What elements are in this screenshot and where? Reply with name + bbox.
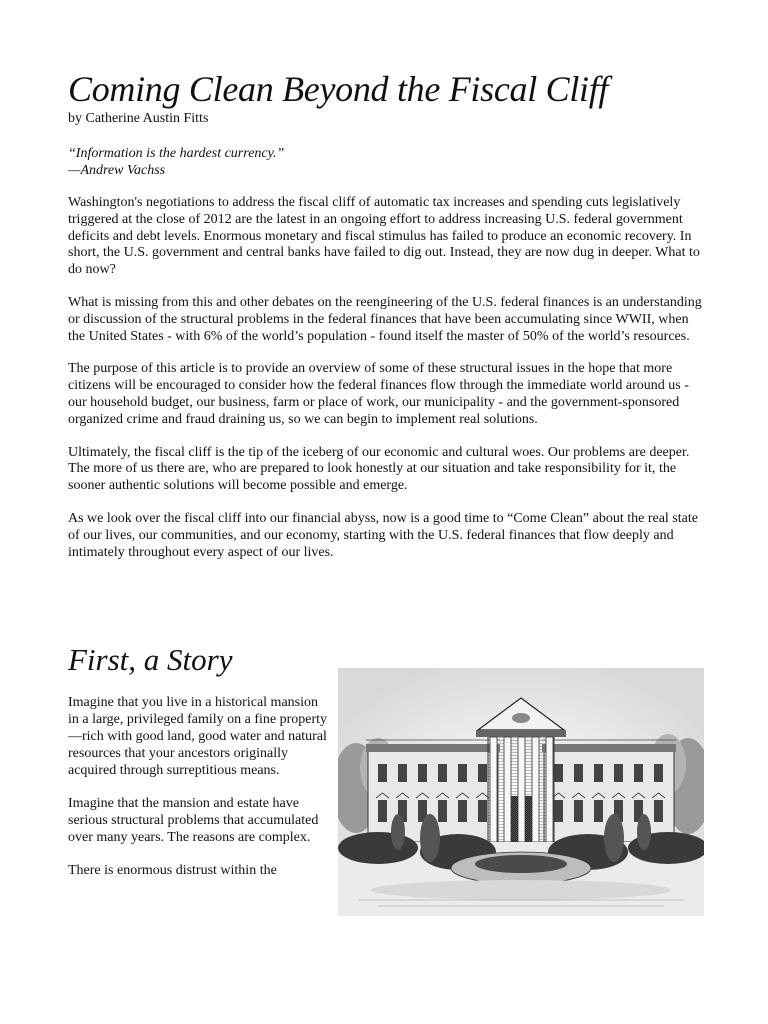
body-paragraph: Ultimately, the fiscal cliff is the tip of the iceberg of our economic and cultural woes. Our problems are deeper. The more of us there are, who are prepared to look honestly at our situation and take responsibility for it, the sooner authentic solutions will become possible and emerge. <box>68 444 690 494</box>
body-paragraph: What is missing from this and other debates on the reengineering of the U.S. federal finances is an understanding or discussion of the structural problems in the federal finances that have been accumulating since WWII, when the United States - with 6% of the world’s population - found itself the master of 50% of the world’s resources. <box>68 294 702 344</box>
epigraph <box>68 146 284 179</box>
epigraph-text: “Information is the hardest currency.” <box>68 146 285 161</box>
story-paragraph: Imagine that the mansion and estate have serious structural problems that accumulated over many years. The reasons are complex. <box>68 796 319 845</box>
story-paragraph: There is enormous distrust within the <box>68 863 277 878</box>
body-paragraph: Washington's negotiations to address the fiscal cliff of automatic tax increases and spending cuts legislatively triggered at the close of 2012 are the latest in an ongoing effort to address increasing U.S. federal government deficits and debt levels. Enormous monetary and fiscal stimulus has failed to produce an economic recovery. In short, the U.S. government and central banks have failed to dig out. Instead, they are now dug in deeper. What to do now? <box>68 195 700 278</box>
story-column <box>68 694 330 895</box>
article-title: Coming Clean Beyond the Fiscal Cliff <box>68 69 609 109</box>
epigraph-attribution: —Andrew Vachss <box>68 162 166 178</box>
body-paragraph: The purpose of this article is to provide an overview of some of these structural issues in the hope that more citizens will be encouraged to consider how the federal finances flow through the immediate world around us - our household budget, our business, farm or place of work, our municipality - and the government-sponsored organized crime and fraud draining us, so we can begin to implement real solutions. <box>68 361 689 427</box>
story-paragraph: Imagine that you live in a historical mansion in a large, privileged family on a fine property—rich with good land, good water and natural resources that your ancestors originally acquired through surreptitious means. <box>68 695 328 778</box>
byline: by Catherine Austin Fitts <box>68 111 209 126</box>
article-body <box>68 195 704 577</box>
body-paragraph: As we look over the fiscal cliff into our financial abyss, now is a good time to “Come Clean” about the real state of our lives, our communities, and our economy, starting with the U.S. federal finances that flow deeply and intimately throughout every aspect of our lives. <box>68 510 698 560</box>
section-heading: First, a Story <box>68 642 233 677</box>
white-house-engraving-icon <box>338 668 704 916</box>
